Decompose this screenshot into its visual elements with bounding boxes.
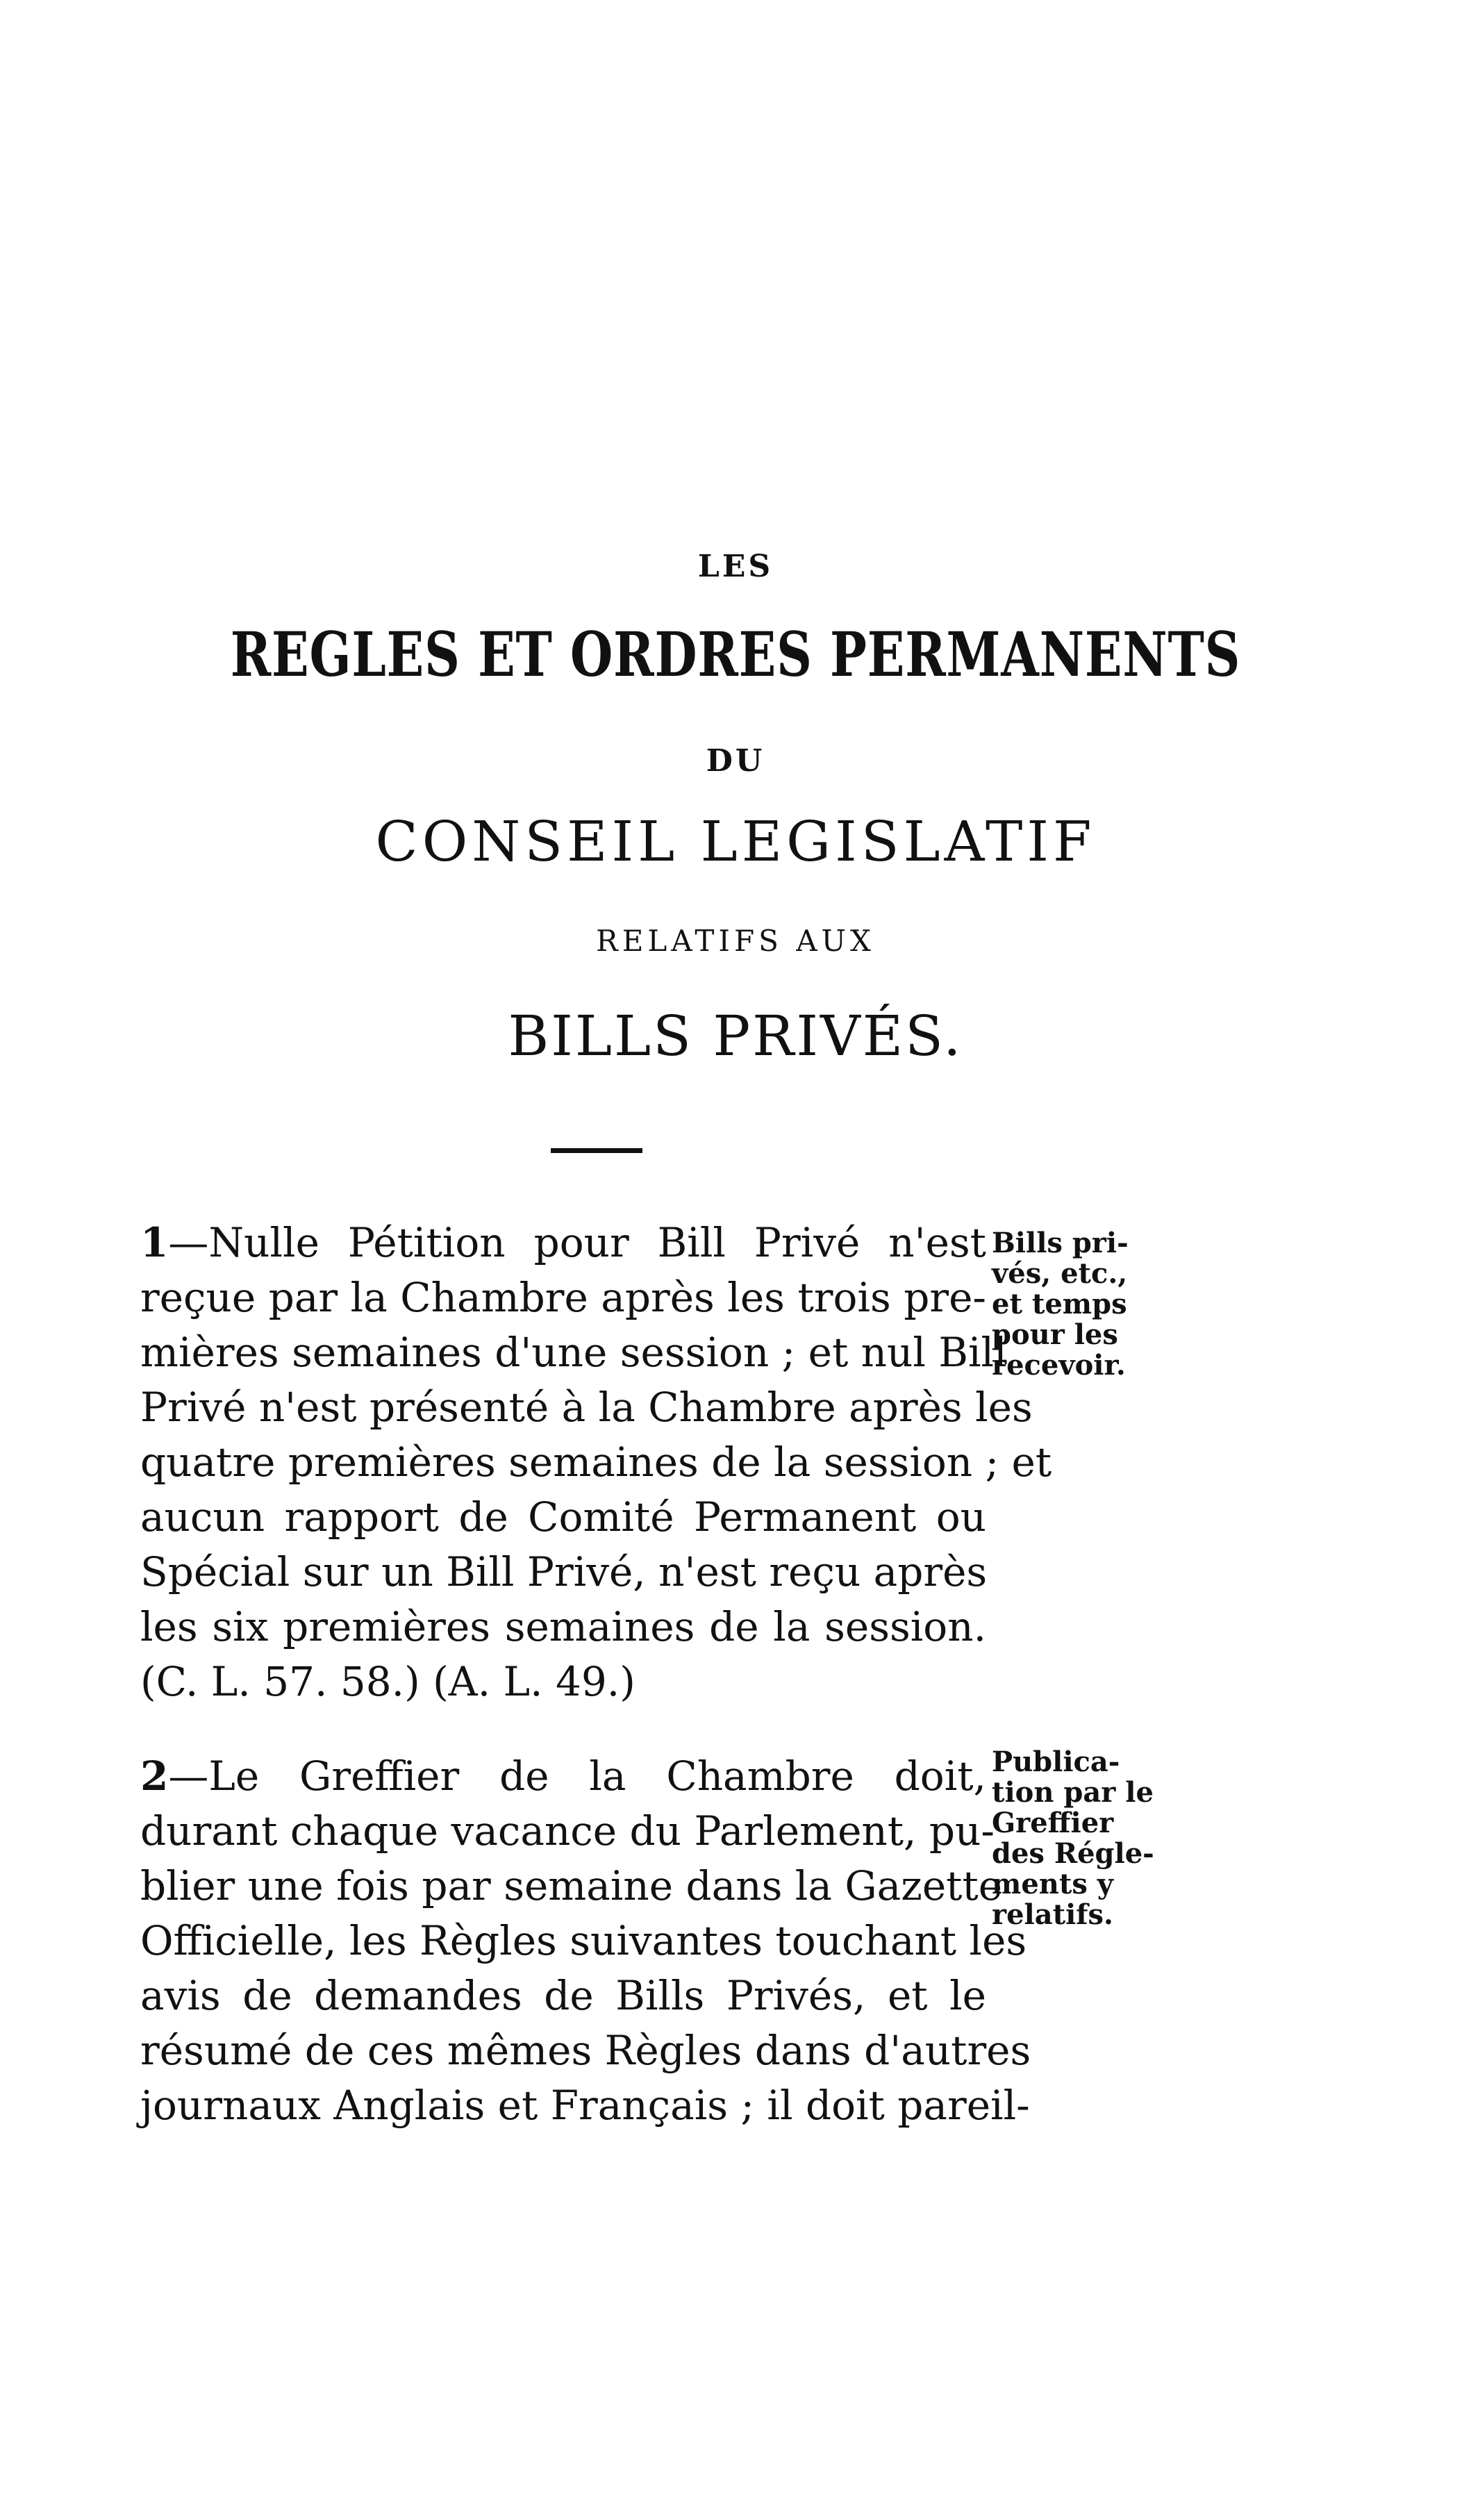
margin-note-line: Publica- — [992, 1746, 1120, 1778]
paragraph-2 — [140, 1749, 1031, 2133]
section-divider — [551, 1148, 642, 1153]
margin-note-line: Bills pri- — [992, 1227, 1129, 1259]
paragraph-line: quatre premières semaines de la session ; et — [140, 1439, 1052, 1486]
paragraph-line: Officielle, les Règles suivantes touchant les — [140, 1917, 1027, 1964]
margin-note-line: tion par le — [992, 1776, 1154, 1809]
heading-title: REGLES ET ORDRES PERMANENTS — [230, 618, 1241, 690]
margin-note-line: recevoir. — [992, 1349, 1126, 1382]
margin-note-1 — [992, 1228, 1200, 1381]
margin-note-line: ments y — [992, 1868, 1114, 1900]
margin-note-line: des Régle- — [992, 1837, 1154, 1870]
paragraph-line: Spécial sur un Bill Privé, n'est reçu après — [140, 1548, 988, 1595]
heading-relatifs: RELATIFS AUX — [596, 924, 875, 958]
paragraph-line: reçue par la Chambre après les trois pre- — [140, 1274, 986, 1321]
paragraph-line: Privé n'est présenté à la Chambre après les — [140, 1384, 1033, 1431]
paragraph-line: les six premières semaines de la session. — [140, 1603, 986, 1650]
paragraph-number: 1 — [140, 1219, 169, 1266]
paragraph-line: (C. L. 57. 58.) (A. L. 49.) — [140, 1658, 635, 1705]
margin-note-line: et temps — [992, 1288, 1127, 1320]
margin-note-line: vés, etc., — [992, 1257, 1128, 1290]
margin-note-line: Greffier — [992, 1807, 1114, 1839]
paragraph-number: 2 — [140, 1752, 169, 1800]
paragraph-1 — [140, 1216, 1052, 1709]
paragraph-line: journaux Anglais et Français ; il doit pareil- — [140, 2082, 1030, 2129]
paragraph-line: 2—Le Greffier de la Chambre doit, — [140, 1752, 986, 1800]
paragraph-line: mières semaines d'une session ; et nul Bill — [140, 1329, 1007, 1376]
heading-bills: BILLS PRIVÉS. — [508, 1004, 963, 1068]
heading-conseil: CONSEIL LEGISLATIF — [375, 809, 1096, 874]
margin-note-line: relatifs. — [992, 1898, 1113, 1931]
paragraph-line: résumé de ces mêmes Règles dans d'autres — [140, 2027, 1031, 2074]
margin-note-line: pour les — [992, 1318, 1118, 1351]
paragraph-line: durant chaque vacance du Parlement, pu- — [140, 1807, 995, 1855]
paragraph-line: avis de demandes de Bills Privés, et le — [140, 1972, 986, 2019]
heading-les: LES — [697, 549, 774, 584]
paragraph-line: 1—Nulle Pétition pour Bill Privé n'est — [140, 1219, 986, 1266]
paragraph-line: blier une fois par semaine dans la Gazette — [140, 1862, 1003, 1909]
heading-du: DU — [706, 743, 765, 779]
paragraph-line: aucun rapport de Comité Permanent ou — [140, 1493, 986, 1541]
margin-note-2 — [992, 1747, 1200, 1930]
